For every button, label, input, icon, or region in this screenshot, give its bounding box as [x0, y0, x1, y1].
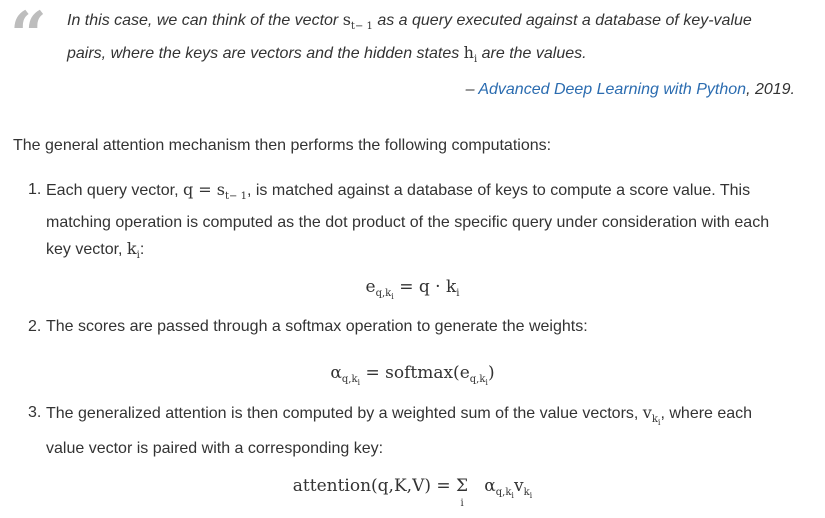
list-item-2: 2. The scores are passed through a softmax operation to generate the weights:	[28, 318, 588, 335]
math-v: $v_{k_i}$	[642, 403, 661, 427]
math-s: $s_{t- 1}$	[216, 180, 247, 202]
quote-text-part: are the values.	[477, 45, 587, 62]
list-item-1: 1. Each query vector, $q = s_{t- 1}$, is matched against a database of keys to compute a score value. This matching operation is computed as the dot product of the specific query under consideration with each key vector, $k_i$:	[28, 180, 770, 261]
quote-source: – Advanced Deep Learning with Python, 2019.	[465, 81, 795, 98]
quote-mark-icon: “	[10, 0, 47, 73]
quote-text-part: as a query executed against a database of key-value	[372, 12, 752, 29]
math-s: $s_{t- 1}$	[342, 10, 373, 32]
math-h: $h_i$	[463, 43, 478, 65]
quote-text-part: pairs, where the keys are vectors and the hidden states	[67, 45, 464, 62]
quote-text-part: In this case, we can think of the vector	[67, 12, 343, 29]
blockquote-text	[67, 7, 812, 73]
equation-score: $e_{q,k_i} = q \cdot k_i$	[365, 277, 460, 301]
equation-attention: attention(q,K,V) = Σ i $\alpha_{q,k_i}v_{k_i}$	[292, 476, 533, 509]
sum-symbol: Σ i	[456, 476, 469, 509]
list-item-3: 3. The generalized attention is then computed by a weighted sum of the value vectors, $v_{k_i}$, where each value vector is paired with a corresponding key:	[28, 403, 753, 457]
intro-paragraph: The general attention mechanism then performs the following computations:	[13, 137, 552, 154]
math-k: $k_i$	[126, 239, 140, 261]
source-link[interactable]: Advanced Deep Learning with Python	[478, 81, 747, 98]
equation-softmax: $\alpha_{q,k_i}$ = $softmax(e_{q,k_i})$	[330, 363, 495, 387]
math-q: q	[182, 180, 194, 199]
